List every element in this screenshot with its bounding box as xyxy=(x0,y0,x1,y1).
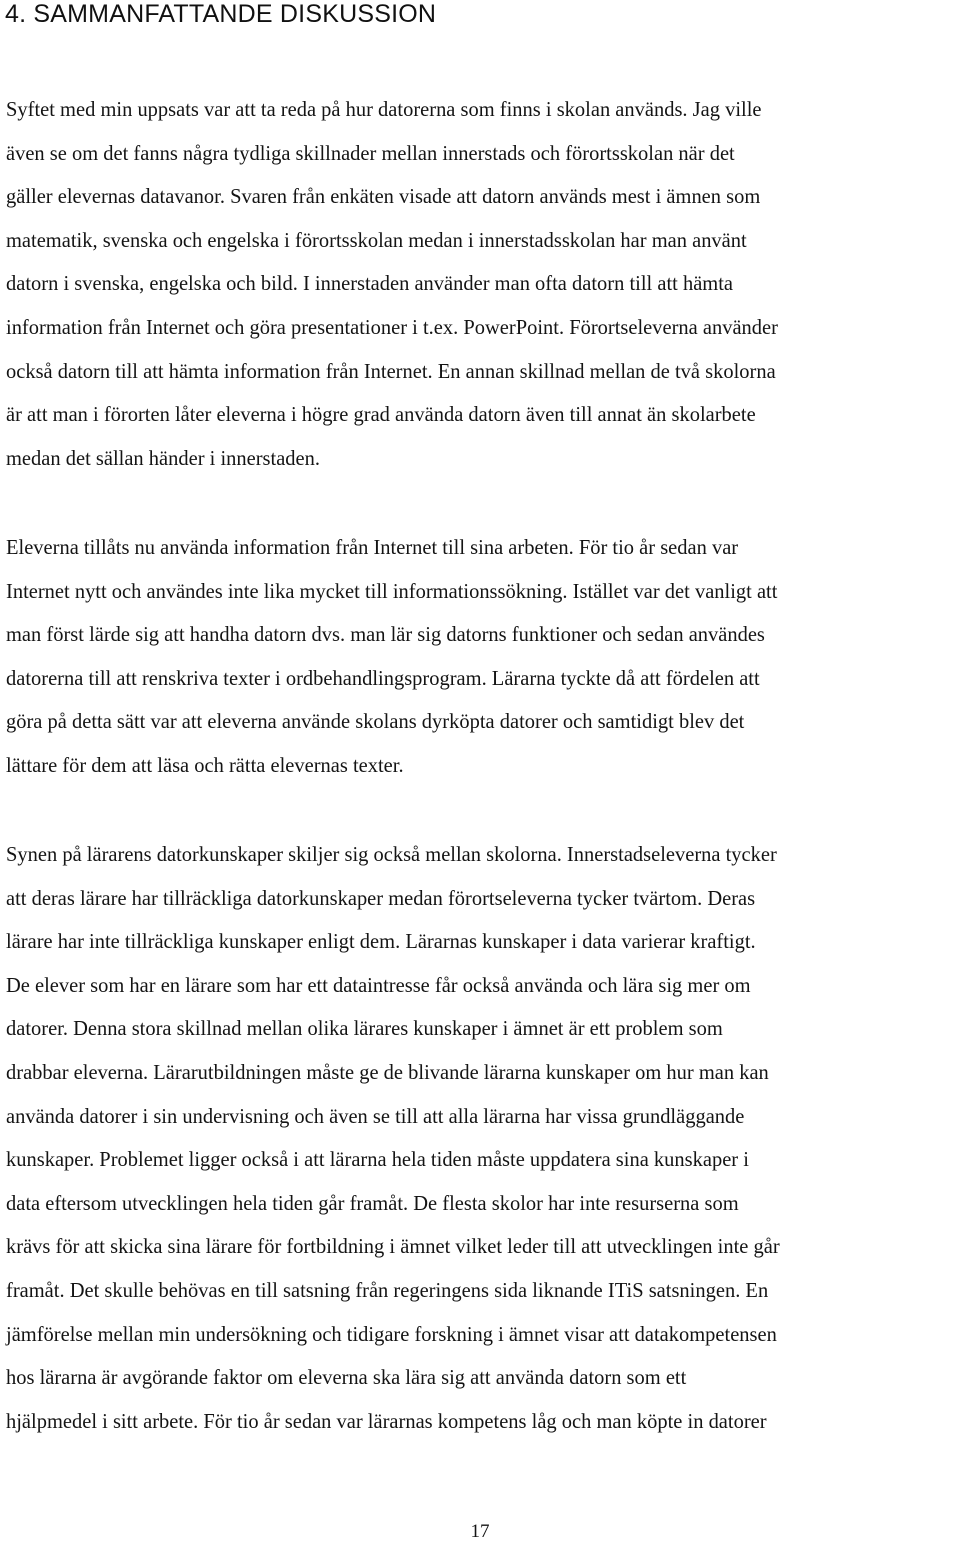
text-line: även se om det fanns några tydliga skillnader mellan innerstads och förortsskolan när det xyxy=(6,142,735,165)
text-line: lärare har inte tillräckliga kunskaper enligt dem. Lärarnas kunskaper i data varierar kraftigt. xyxy=(6,931,756,954)
text-line: Synen på lärarens datorkunskaper skiljer sig också mellan skolorna. Innerstadseleverna tycker xyxy=(6,844,777,866)
text-line: lättare för dem att läsa och rätta elevernas texter. xyxy=(6,754,404,777)
text-line: man först lärde sig att handha datorn dvs. man lär sig datorns funktioner och sedan användes xyxy=(6,624,765,647)
text-line: använda datorer i sin undervisning och även se till att alla lärarna har vissa grundläggande xyxy=(6,1105,745,1128)
text-line: gäller elevernas datavanor. Svaren från enkäten visade att datorn används mest i ämnen som xyxy=(6,186,761,209)
text-line: data eftersom utvecklingen hela tiden går framåt. De flesta skolor har inte resurserna som xyxy=(6,1192,739,1215)
text-line: medan det sällan händer i innerstaden. xyxy=(6,447,321,470)
text-line: jämförelse mellan min undersökning och tidigare forskning i ämnet visar att datakompetensen xyxy=(6,1323,777,1346)
text-line: information från Internet och göra presentationer i t.ex. PowerPoint. Förortseleverna använder xyxy=(6,316,778,339)
text-line: också datorn till att hämta information från Internet. En annan skillnad mellan de två skolorna xyxy=(6,360,776,383)
text-line: hjälpmedel i sitt arbete. För tio år sedan var lärarnas kompetens låg och man köpte in datorer xyxy=(6,1410,767,1433)
text-line: göra på detta sätt var att eleverna använde skolans dyrköpta datorer och samtidigt blev det xyxy=(6,711,745,734)
paragraph-3 xyxy=(6,834,960,1444)
text-line: kunskaper. Problemet ligger också i att lärarna hela tiden måste uppdatera sina kunskaper i xyxy=(6,1149,749,1172)
text-line: Eleverna tillåts nu använda information från Internet till sina arbeten. För tio år sedan var xyxy=(6,537,739,559)
text-line: framåt. Det skulle behövas en till satsning från regeringens sida liknande ITiS satsningen. En xyxy=(6,1279,769,1302)
page-number: 17 xyxy=(470,1521,490,1542)
text-line: är att man i förorten låter eleverna i högre grad använda datorn även till annat än skolarbete xyxy=(6,404,756,427)
text-line: De elever som har en lärare som har ett dataintresse får också använda och lära sig mer om xyxy=(6,974,751,997)
section-heading: 4. SAMMANFATTANDE DISKUSSION xyxy=(5,0,437,28)
text-line: datorn i svenska, engelska och bild. I innerstaden använder man ofta datorn till att hämta xyxy=(6,273,734,296)
text-line: att deras lärare har tillräckliga datorkunskaper medan förortseleverna tycker tvärtom. Deras xyxy=(6,887,756,910)
text-line: drabbar eleverna. Lärarutbildningen måste ge de blivande lärarna kunskaper om hur man kan xyxy=(6,1061,769,1084)
text-line: datorer. Denna stora skillnad mellan olika lärares kunskaper i ämnet är ett problem som xyxy=(6,1018,723,1041)
text-line: hos lärarna är avgörande faktor om eleverna ska lära sig att använda datorn som ett xyxy=(6,1367,687,1390)
text-line: Syftet med min uppsats var att ta reda på hur datorerna som finns i skolan används. Jag ville xyxy=(6,99,762,121)
text-line: krävs för att skicka sina lärare för fortbildning i ämnet vilket leder till att utvecklingen inte går xyxy=(6,1236,780,1259)
paragraph-1 xyxy=(6,89,960,481)
paragraph-2 xyxy=(6,527,960,789)
text-line: matematik, svenska och engelska i förortsskolan medan i innerstadsskolan har man använt xyxy=(6,229,747,252)
text-line: Internet nytt och användes inte lika mycket till informationssökning. Istället var det vanligt att xyxy=(6,580,778,603)
text-line: datorerna till att renskriva texter i ordbehandlingsprogram. Lärarna tyckte då att fördelen att xyxy=(6,667,760,690)
